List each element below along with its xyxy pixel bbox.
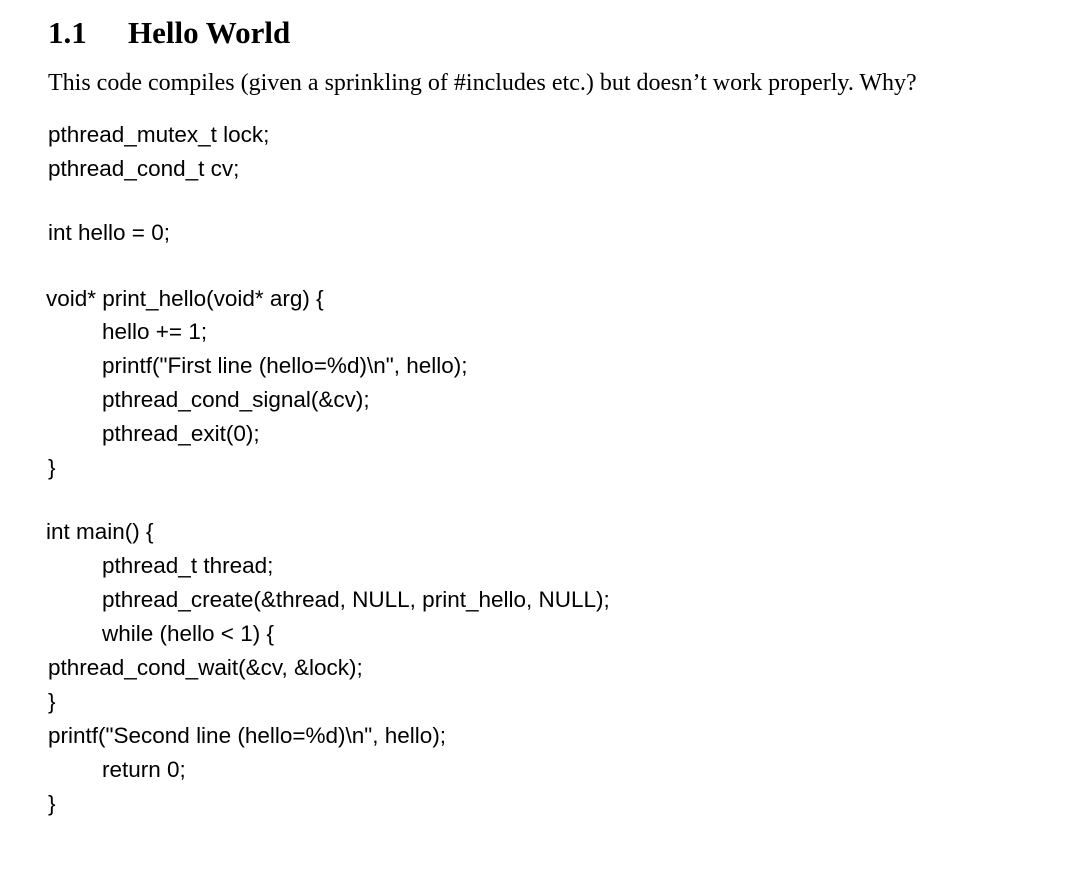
code-line: int main() { [46, 519, 154, 544]
code-line: } [48, 455, 56, 480]
code-line: printf("Second line (hello=%d)\n", hello); [48, 723, 447, 748]
code-line: pthread_cond_signal(&cv); [102, 387, 370, 412]
code-line: void* print_hello(void* arg) { [46, 286, 324, 311]
code-line: pthread_create(&thread, NULL, print_hello, NULL); [102, 587, 610, 612]
code-line: pthread_cond_wait(&cv, &lock); [48, 655, 363, 680]
code-line: while (hello < 1) { [102, 621, 274, 646]
section-title: Hello World [128, 15, 291, 50]
code-line: pthread_cond_t cv; [48, 156, 240, 181]
code-line: pthread_t thread; [102, 553, 274, 578]
code-line: pthread_mutex_t lock; [48, 122, 270, 147]
code-line: int hello = 0; [48, 220, 170, 245]
section-heading [48, 14, 290, 52]
code-line: pthread_exit(0); [102, 421, 260, 446]
code-line: } [48, 791, 56, 816]
code-line: hello += 1; [102, 319, 208, 344]
code-line: printf("First line (hello=%d)\n", hello); [102, 353, 468, 378]
code-line: } [48, 689, 56, 714]
intro-paragraph: This code compiles (given a sprinkling of #includes etc.) but doesn’t work properly. Why? [48, 70, 917, 96]
code-line: return 0; [102, 757, 186, 782]
section-number: 1.1 [48, 15, 87, 50]
